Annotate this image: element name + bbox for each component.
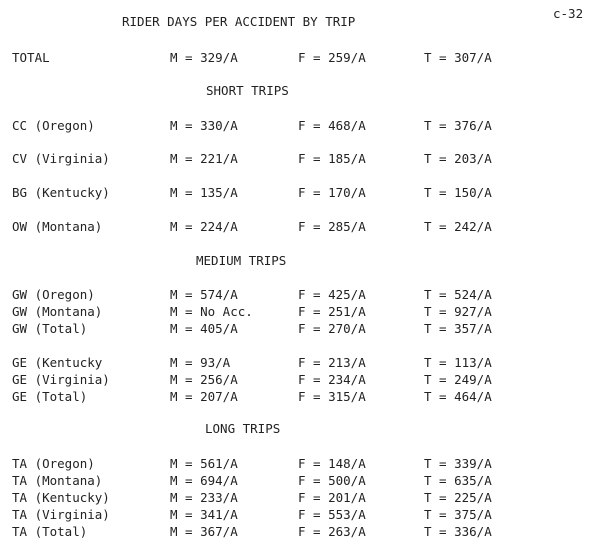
- female-value: F = 468/A: [298, 118, 366, 133]
- female-value: F = 234/A: [298, 372, 366, 387]
- female-value: F = 553/A: [298, 507, 366, 522]
- row-label: GW (Montana): [12, 304, 103, 319]
- page-title: RIDER DAYS PER ACCIDENT BY TRIP: [122, 14, 356, 29]
- total-value: T = 376/A: [424, 118, 492, 133]
- female-value: F = 425/A: [298, 287, 366, 302]
- female-value: F = 251/A: [298, 304, 366, 319]
- female-value: F = 170/A: [298, 185, 366, 200]
- male-value: M = 405/A: [170, 321, 238, 336]
- row-label: CV (Virginia): [12, 151, 110, 166]
- male-value: M = 330/A: [170, 118, 238, 133]
- female-value: F = 201/A: [298, 490, 366, 505]
- row-label: GE (Virginia): [12, 372, 110, 387]
- male-value: M = 574/A: [170, 287, 238, 302]
- total-value: T = 113/A: [424, 355, 492, 370]
- male-value: M = 221/A: [170, 151, 238, 166]
- row-label: TOTAL: [12, 50, 50, 65]
- total-value: T = 927/A: [424, 304, 492, 319]
- total-value: T = 464/A: [424, 389, 492, 404]
- total-value: T = 225/A: [424, 490, 492, 505]
- row-label: TA (Kentucky): [12, 490, 110, 505]
- row-label: OW (Montana): [12, 219, 103, 234]
- male-value: M = 367/A: [170, 524, 238, 539]
- male-value: M = 233/A: [170, 490, 238, 505]
- total-value: T = 635/A: [424, 473, 492, 488]
- female-value: F = 148/A: [298, 456, 366, 471]
- female-value: F = 185/A: [298, 151, 366, 166]
- total-value: T = 150/A: [424, 185, 492, 200]
- total-value: T = 203/A: [424, 151, 492, 166]
- row-label: BG (Kentucky): [12, 185, 110, 200]
- male-value: M = 224/A: [170, 219, 238, 234]
- page-number: c-32: [553, 6, 584, 21]
- total-value: T = 249/A: [424, 372, 492, 387]
- female-value: F = 270/A: [298, 321, 366, 336]
- row-label: GE (Total): [12, 389, 88, 404]
- male-value: M = 135/A: [170, 185, 238, 200]
- total-value: T = 357/A: [424, 321, 492, 336]
- row-label: TA (Montana): [12, 473, 103, 488]
- female-value: F = 263/A: [298, 524, 366, 539]
- male-value: M = No Acc.: [170, 304, 253, 319]
- male-value: M = 561/A: [170, 456, 238, 471]
- total-value: T = 336/A: [424, 524, 492, 539]
- female-value: F = 259/A: [298, 50, 366, 65]
- female-value: F = 500/A: [298, 473, 366, 488]
- female-value: F = 315/A: [298, 389, 366, 404]
- row-label: GW (Total): [12, 321, 88, 336]
- total-value: T = 339/A: [424, 456, 492, 471]
- row-label: GW (Oregon): [12, 287, 95, 302]
- total-value: T = 242/A: [424, 219, 492, 234]
- male-value: M = 341/A: [170, 507, 238, 522]
- section-heading-medium: MEDIUM TRIPS: [196, 253, 287, 268]
- female-value: F = 285/A: [298, 219, 366, 234]
- female-value: F = 213/A: [298, 355, 366, 370]
- male-value: M = 207/A: [170, 389, 238, 404]
- section-heading-short: SHORT TRIPS: [206, 83, 289, 98]
- male-value: M = 93/A: [170, 355, 231, 370]
- male-value: M = 256/A: [170, 372, 238, 387]
- row-label: TA (Total): [12, 524, 88, 539]
- total-value: T = 524/A: [424, 287, 492, 302]
- section-heading-long: LONG TRIPS: [205, 421, 281, 436]
- row-label: TA (Oregon): [12, 456, 95, 471]
- row-label: GE (Kentucky: [12, 355, 103, 370]
- row-label: CC (Oregon): [12, 118, 95, 133]
- total-value: T = 307/A: [424, 50, 492, 65]
- male-value: M = 329/A: [170, 50, 238, 65]
- total-value: T = 375/A: [424, 507, 492, 522]
- row-label: TA (Virginia): [12, 507, 110, 522]
- male-value: M = 694/A: [170, 473, 238, 488]
